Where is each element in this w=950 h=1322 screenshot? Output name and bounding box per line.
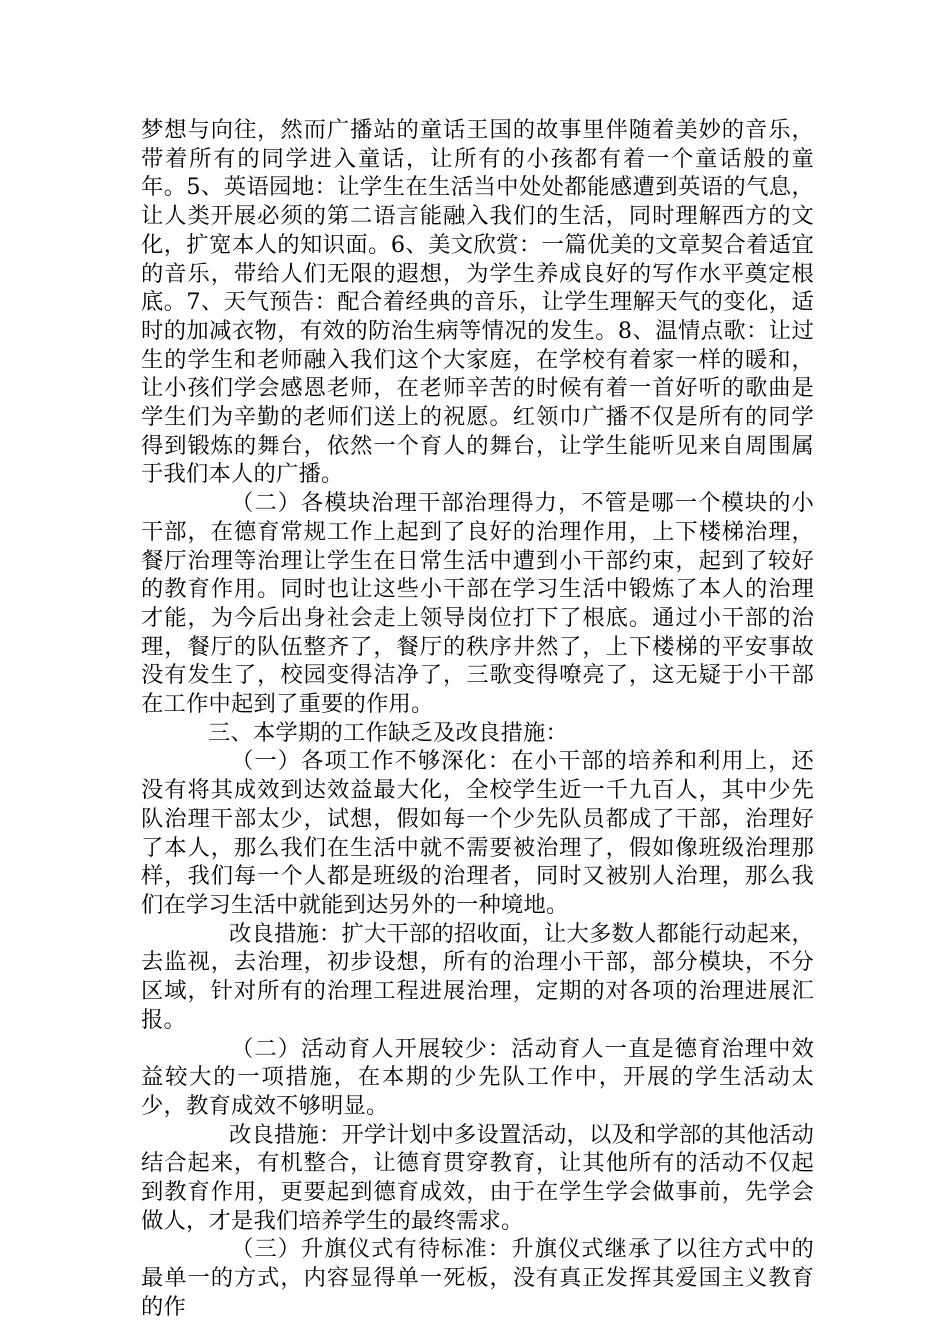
paragraph-improvement-2: 改良措施：开学计划中多设置活动，以及和学部的其他活动结合起来，有机整合，让德育贯穿教育，让其他所有的活动不仅起到教育作用，更要起到德育成效，由于在学生学会做事前，先学会做人，才是我们培养学生的最终需求。 [141, 1121, 814, 1234]
paragraph-radio-station-programs: 梦想与向往，然而广播站的童话王国的故事里伴随着美妙的音乐，带着所有的同学进入童话，让所有的小孩都有着一个童话般的童年。5、英语园地：让学生在生活当中处处都能感遭到英语的气息，让人类开展必须的第二语言能融入我们的生活，同时理解西方的文化，扩宽本人的知识面。6、美文欣赏：一篇优美的文章契合着适宜的音乐，带给人们无限的遐想，为学生养成良好的写作水平奠定根底。7、天气预告：配合着经典的音乐，让学生理解天气的变化，适时的加减衣物，有效的防治生病等情况的发生。8、温情点歌：让过生的学生和老师融入我们这个大家庭，在学校有着家一样的暖和，让小孩们学会感恩老师，在老师辛苦的时候有着一首好听的歌曲是学生们为辛勤的老师们送上的祝愿。红领巾广播不仅是所有的同学得到锻炼的舞台，依然一个育人的舞台，让学生能听见来自周围属于我们本人的广播。 [141, 117, 814, 488]
paragraph-module-cadres: （二）各模块治理干部治理得力，不管是哪一个模块的小干部，在德育常规工作上起到了良好的治理作用，上下楼梯治理，餐厅治理等治理让学生在日常生活中遭到小干部约束，起到了较好的教育作用。同时也让这些小干部在学习生活中锻炼了本人的治理才能，为今后出身社会走上领导岗位打下了根底。通过小干部的治理，餐厅的队伍整齐了，餐厅的秩序井然了，上下楼梯的平安事故没有发生了，校园变得洁净了，三歌变得嘹亮了，这无疑于小干部在工作中起到了重要的作用。 [141, 490, 814, 718]
document-page [141, 116, 814, 1322]
paragraph-work-not-deep: （一）各项工作不够深化：在小干部的培养和利用上，还没有将其成效到达效益最大化，全校学生近一千九百人，其中少先队治理干部太少，试想，假如每一个少先队员都成了干部，治理好了本人，那么我们在生活中就不需要被治理了，假如像班级治理那样，我们每一个人都是班级的治理者，同时又被别人治理，那么我们在学习生活中就能到达另外的一种境地。 [141, 748, 814, 918]
section-heading-shortcomings: 三、本学期的工作缺乏及改良措施： [208, 719, 568, 746]
paragraph-improvement-1: 改良措施：扩大干部的招收面，让大多数人都能行动起来，去监视，去治理，初步设想，所有的治理小干部，部分模块，不分区域，针对所有的治理工程进展治理，定期的对各项的治理进展汇报。 [141, 920, 814, 1033]
paragraph-flag-ceremony: （三）升旗仪式有待标准：升旗仪式继承了以往方式中的最单一的方式，内容显得单一死板，没有真正发挥其爱国主义教育的作 [141, 1236, 814, 1320]
paragraph-few-activities: （二）活动育人开展较少：活动育人一直是德育治理中效益较大的一项措施，在本期的少先队工作中，开展的学生活动太少，教育成效不够明显。 [141, 1035, 814, 1119]
